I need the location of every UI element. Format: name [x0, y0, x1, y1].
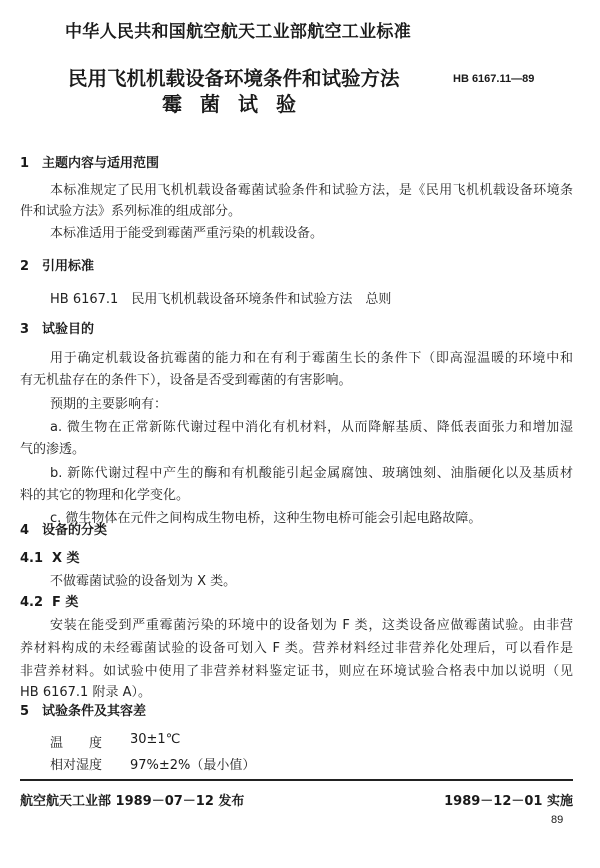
section-3-heading [20, 318, 94, 337]
subsection-number: 4.2 [20, 595, 44, 610]
effective-date: 1989－12－01 实施 [444, 794, 573, 809]
section-title: 试验目的 [42, 322, 95, 337]
section-number: 5 [20, 704, 30, 719]
paragraph-line: 养材料构成的未经霉菌试验的设备可划入 F 类。营养材料经过非营养化处理后，可以看作是 [20, 641, 573, 656]
section-title: 主题内容与适用范围 [42, 156, 160, 171]
paragraph-line: 预期的主要影响有： [50, 397, 168, 412]
paragraph-line: b. 新陈代谢过程中产生的酶和有机酸能引起金属腐蚀、玻璃蚀刻、油脂硬化以及基质材 [50, 466, 573, 481]
issuing-standard-header: 中华人民共和国航空航天工业部航空工业标准 [65, 22, 411, 42]
section-number: 3 [20, 322, 30, 337]
paragraph-line: 本标准适用于能受到霉菌严重污染的机载设备。 [50, 226, 324, 241]
paragraph-line: HB 6167.1 附录 A）。 [20, 685, 151, 700]
subsection-title: X 类 [52, 551, 80, 566]
document-subtitle: 霉菌试验 [162, 92, 314, 116]
subsection-number: 4.1 [20, 551, 44, 566]
subsection-title: F 类 [52, 595, 79, 610]
referenced-standard: HB 6167.1 民用飞机机载设备环境条件和试验方法 总则 [50, 292, 392, 307]
paragraph-line: 用于确定机载设备抗霉菌的能力和在有利于霉菌生长的条件下（即高湿温暖的环境中和 [50, 351, 573, 366]
section-number: 2 [20, 259, 30, 274]
section-title: 试验条件及其容差 [42, 704, 147, 719]
condition-label-humidity: 相对湿度 [50, 758, 103, 773]
condition-value-humidity: 97%±2%（最小值） [130, 758, 256, 773]
section-title: 引用标准 [42, 259, 95, 274]
section-2-heading [20, 255, 94, 274]
document-title: 民用飞机机载设备环境条件和试验方法 [68, 67, 400, 90]
section-number: 1 [20, 156, 30, 171]
paragraph-line: 有无机盐存在的条件下），设备是否受到霉菌的有害影响。 [20, 373, 352, 388]
paragraph-line: 气的渗透。 [20, 442, 86, 457]
paragraph-line: a. 微生物在正常新陈代谢过程中消化有机材料，从而降解基质、降低表面张力和增加湿 [50, 420, 573, 435]
footer-divider [20, 779, 573, 781]
paragraph-line: c. 微生物体在元件之间构成生物电桥，这种生物电桥可能会引起电路故障。 [50, 511, 482, 526]
paragraph-line: 本标准规定了民用飞机机载设备霉菌试验条件和试验方法，是《民用飞机机载设备环境条 [50, 183, 573, 198]
paragraph-line: 料的其它的物理和化学变化。 [20, 488, 190, 503]
condition-value-temperature: 30±1℃ [130, 732, 181, 747]
subsection-4-1-heading [20, 547, 80, 566]
paragraph-line: 不做霉菌试验的设备划为 X 类。 [50, 574, 237, 589]
section-title: 设备的分类 [42, 523, 108, 538]
subsection-4-2-heading [20, 591, 78, 610]
section-number: 4 [20, 523, 30, 538]
page-number: 89 [551, 814, 564, 826]
standard-code: HB 6167.11—89 [453, 73, 535, 85]
section-4-heading [20, 519, 107, 538]
section-1-heading [20, 152, 159, 171]
paragraph-line: 安装在能受到严重霉菌污染的环境中的设备划为 F 类，这类设备应做霉菌试验。由非营 [50, 618, 573, 633]
paragraph-line: 非营养材料。如试验中使用了非营养材料鉴定证书，则应在环境试验合格表中加以说明（见 [20, 664, 573, 679]
paragraph-line: 件和试验方法》系列标准的组成部分。 [20, 204, 242, 219]
section-5-heading [20, 700, 146, 719]
condition-label-temperature: 温 度 [50, 736, 103, 751]
issue-date: 航空航天工业部 1989－07－12 发布 [20, 794, 245, 809]
